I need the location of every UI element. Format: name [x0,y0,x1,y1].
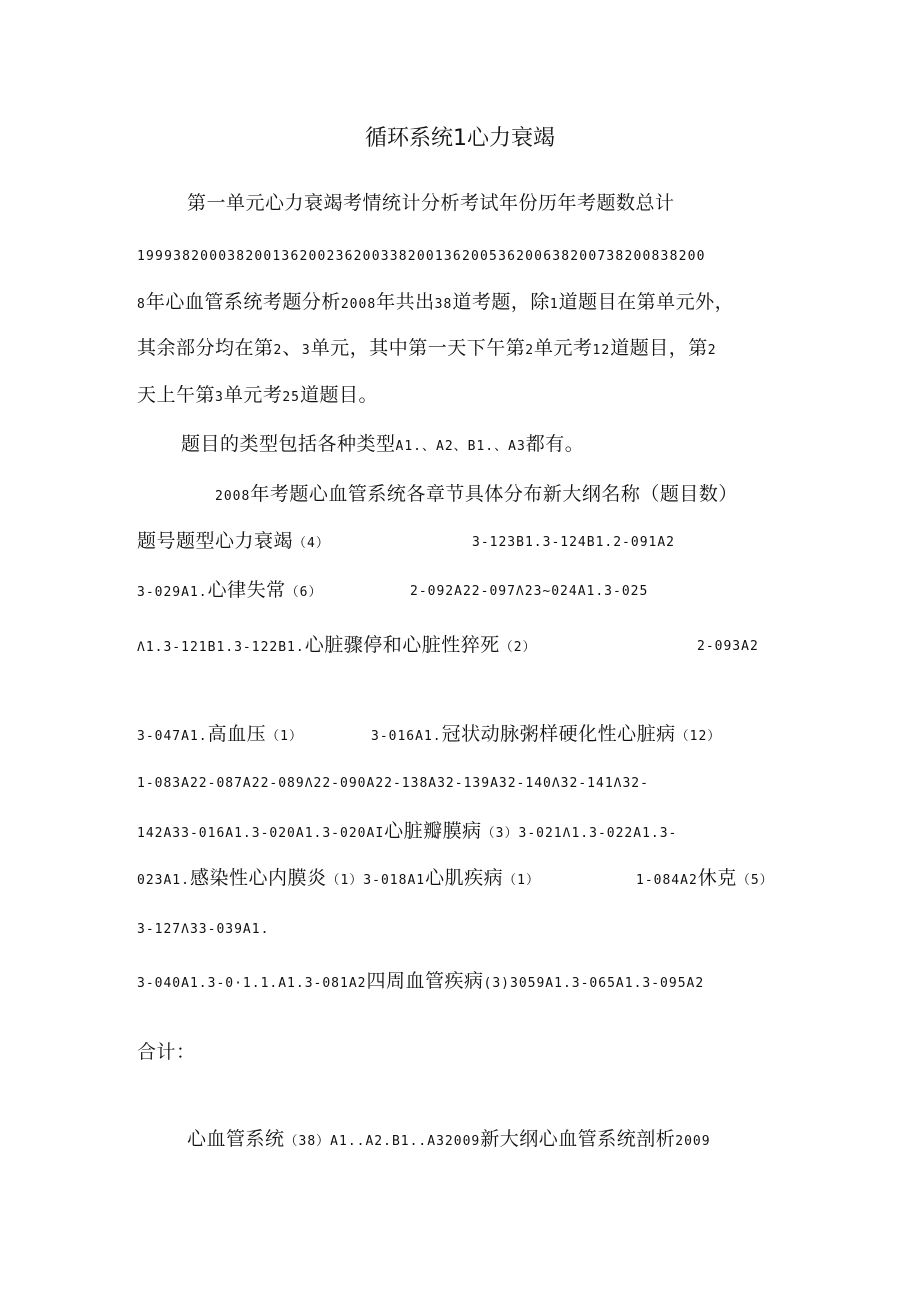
text-fragment: 2008 [215,489,251,504]
text-fragment: 心血管系统 [187,1128,285,1150]
text-fragment: 年心血管系统考题分析 [145,291,341,313]
row-2-codes: 2-092A22-097Λ23~024A1.3-025 [410,584,649,599]
row-9 [137,969,704,996]
text-fragment: 道题目在第单元外， [558,291,735,313]
text-fragment: 3-040A1.3-0·1.1.A1.3-081A2 [137,976,367,991]
text-fragment: 3 [215,390,224,405]
years-counts-line: 199938200038200136200236200338200136200536200638200738200838200 [137,249,706,264]
text-fragment: 3-047A1. [137,729,208,744]
final-line [187,1127,711,1154]
row-3 [137,633,537,660]
row-4 [137,722,303,749]
text-fragment: （3）3-021Λ1.3-022A1.3- [481,826,678,841]
text-fragment: 3-016A1. [371,729,442,744]
text-fragment: 2009 [675,1134,711,1149]
text-fragment: 道题目，第 [610,337,708,359]
text-fragment: （6） [285,585,323,600]
text-fragment: 2 [525,343,535,358]
text-fragment: 休克 [697,867,737,889]
text-fragment: 12 [592,343,611,358]
text-fragment: 年考题心血管系统各章节具体分布新大纲名称（题目数） [250,483,738,505]
text-fragment: 单元考 [534,337,593,359]
text-fragment: 年共出 [376,291,435,313]
text-fragment: 天上午第 [137,384,216,406]
text-fragment: (3)3059A1.3-065A1.3-095A2 [483,976,705,991]
text-fragment: （5） [736,873,774,888]
distribution-heading [215,482,738,509]
text-fragment: 单元，其中第一天下午第 [310,337,526,359]
text-fragment: 2008 [340,297,377,312]
row-1-codes: 3-123B1.3-124B1.2-091A2 [472,535,676,550]
row-7-right [636,866,774,893]
para1-line1 [137,290,734,317]
row-1 [137,529,330,556]
text-fragment: （2） [499,640,537,655]
text-fragment: 、 [282,337,302,359]
intro-heading: 第一单元心力衰竭考情统计分析考试年份历年考题数总计 [187,192,675,214]
text-fragment: 都有。 [525,433,585,455]
text-fragment: 心肌疾病 [425,867,504,889]
text-fragment: （12） [675,729,722,744]
row-2 [137,578,322,605]
total-label: 合计： [137,1041,196,1063]
text-fragment: 38 [434,297,453,312]
para1-line3 [137,383,378,410]
text-fragment: 题号题型心力衰竭 [137,530,294,552]
text-fragment: 四周血管疾病 [366,970,484,992]
row-5-codes: 1-083A22-087A22-089Λ22-090A22-138A32-139A32-140Λ32-141Λ32- [137,776,649,791]
text-fragment: 心脏瓣膜病 [384,820,482,842]
text-fragment: 感染性心内膜炎 [189,867,327,889]
text-fragment: 3-029A1. [137,585,208,600]
text-fragment: 题目的类型包括各种类型 [181,433,396,455]
text-fragment: （1） [266,729,303,744]
text-fragment: 冠状动脉粥样硬化性心脏病 [441,723,676,745]
row-3-codes: 2-093A2 [697,639,759,654]
text-fragment: 1-084A2 [636,873,698,888]
text-fragment: 2 [273,343,283,358]
text-fragment: 142A33-016A1.3-020A1.3-020AI [137,826,385,841]
row-8-codes: 3-127Λ33-039A1. [137,922,270,937]
text-fragment: Λ1.3-121B1.3-122B1. [137,640,305,655]
text-fragment: 其余部分均在第 [137,337,274,359]
text-fragment: 023A1. [137,873,190,888]
text-fragment: 2 [707,343,717,358]
text-fragment: 心律失常 [207,579,286,601]
text-fragment: 8 [137,297,146,312]
text-fragment: （1）3-018A1 [326,873,426,888]
text-fragment: 3 [301,343,311,358]
text-fragment: 1 [549,297,559,312]
row-7 [137,866,540,893]
text-fragment: 高血压 [207,723,267,745]
text-fragment: 新大纲心血管系统剖析 [480,1128,676,1150]
text-fragment: （4） [293,536,330,551]
text-fragment: 道考题，除 [452,291,550,313]
text-fragment: （1） [503,873,540,888]
text-fragment: 道题目。 [300,384,379,406]
question-types-line [181,432,584,459]
text-fragment: 单元考 [223,384,283,406]
text-fragment: A1.、A2、B1.、A3 [395,439,526,454]
document-title: 循环系统1心力衰竭 [365,126,555,151]
text-fragment: （38）A1..A2.B1..A32009 [284,1134,481,1149]
para1-line2 [137,336,717,363]
row-6 [137,819,677,846]
text-fragment: 25 [282,390,301,405]
text-fragment: 心脏骤停和心脏性猝死 [304,634,500,656]
row-4-right [371,722,721,749]
